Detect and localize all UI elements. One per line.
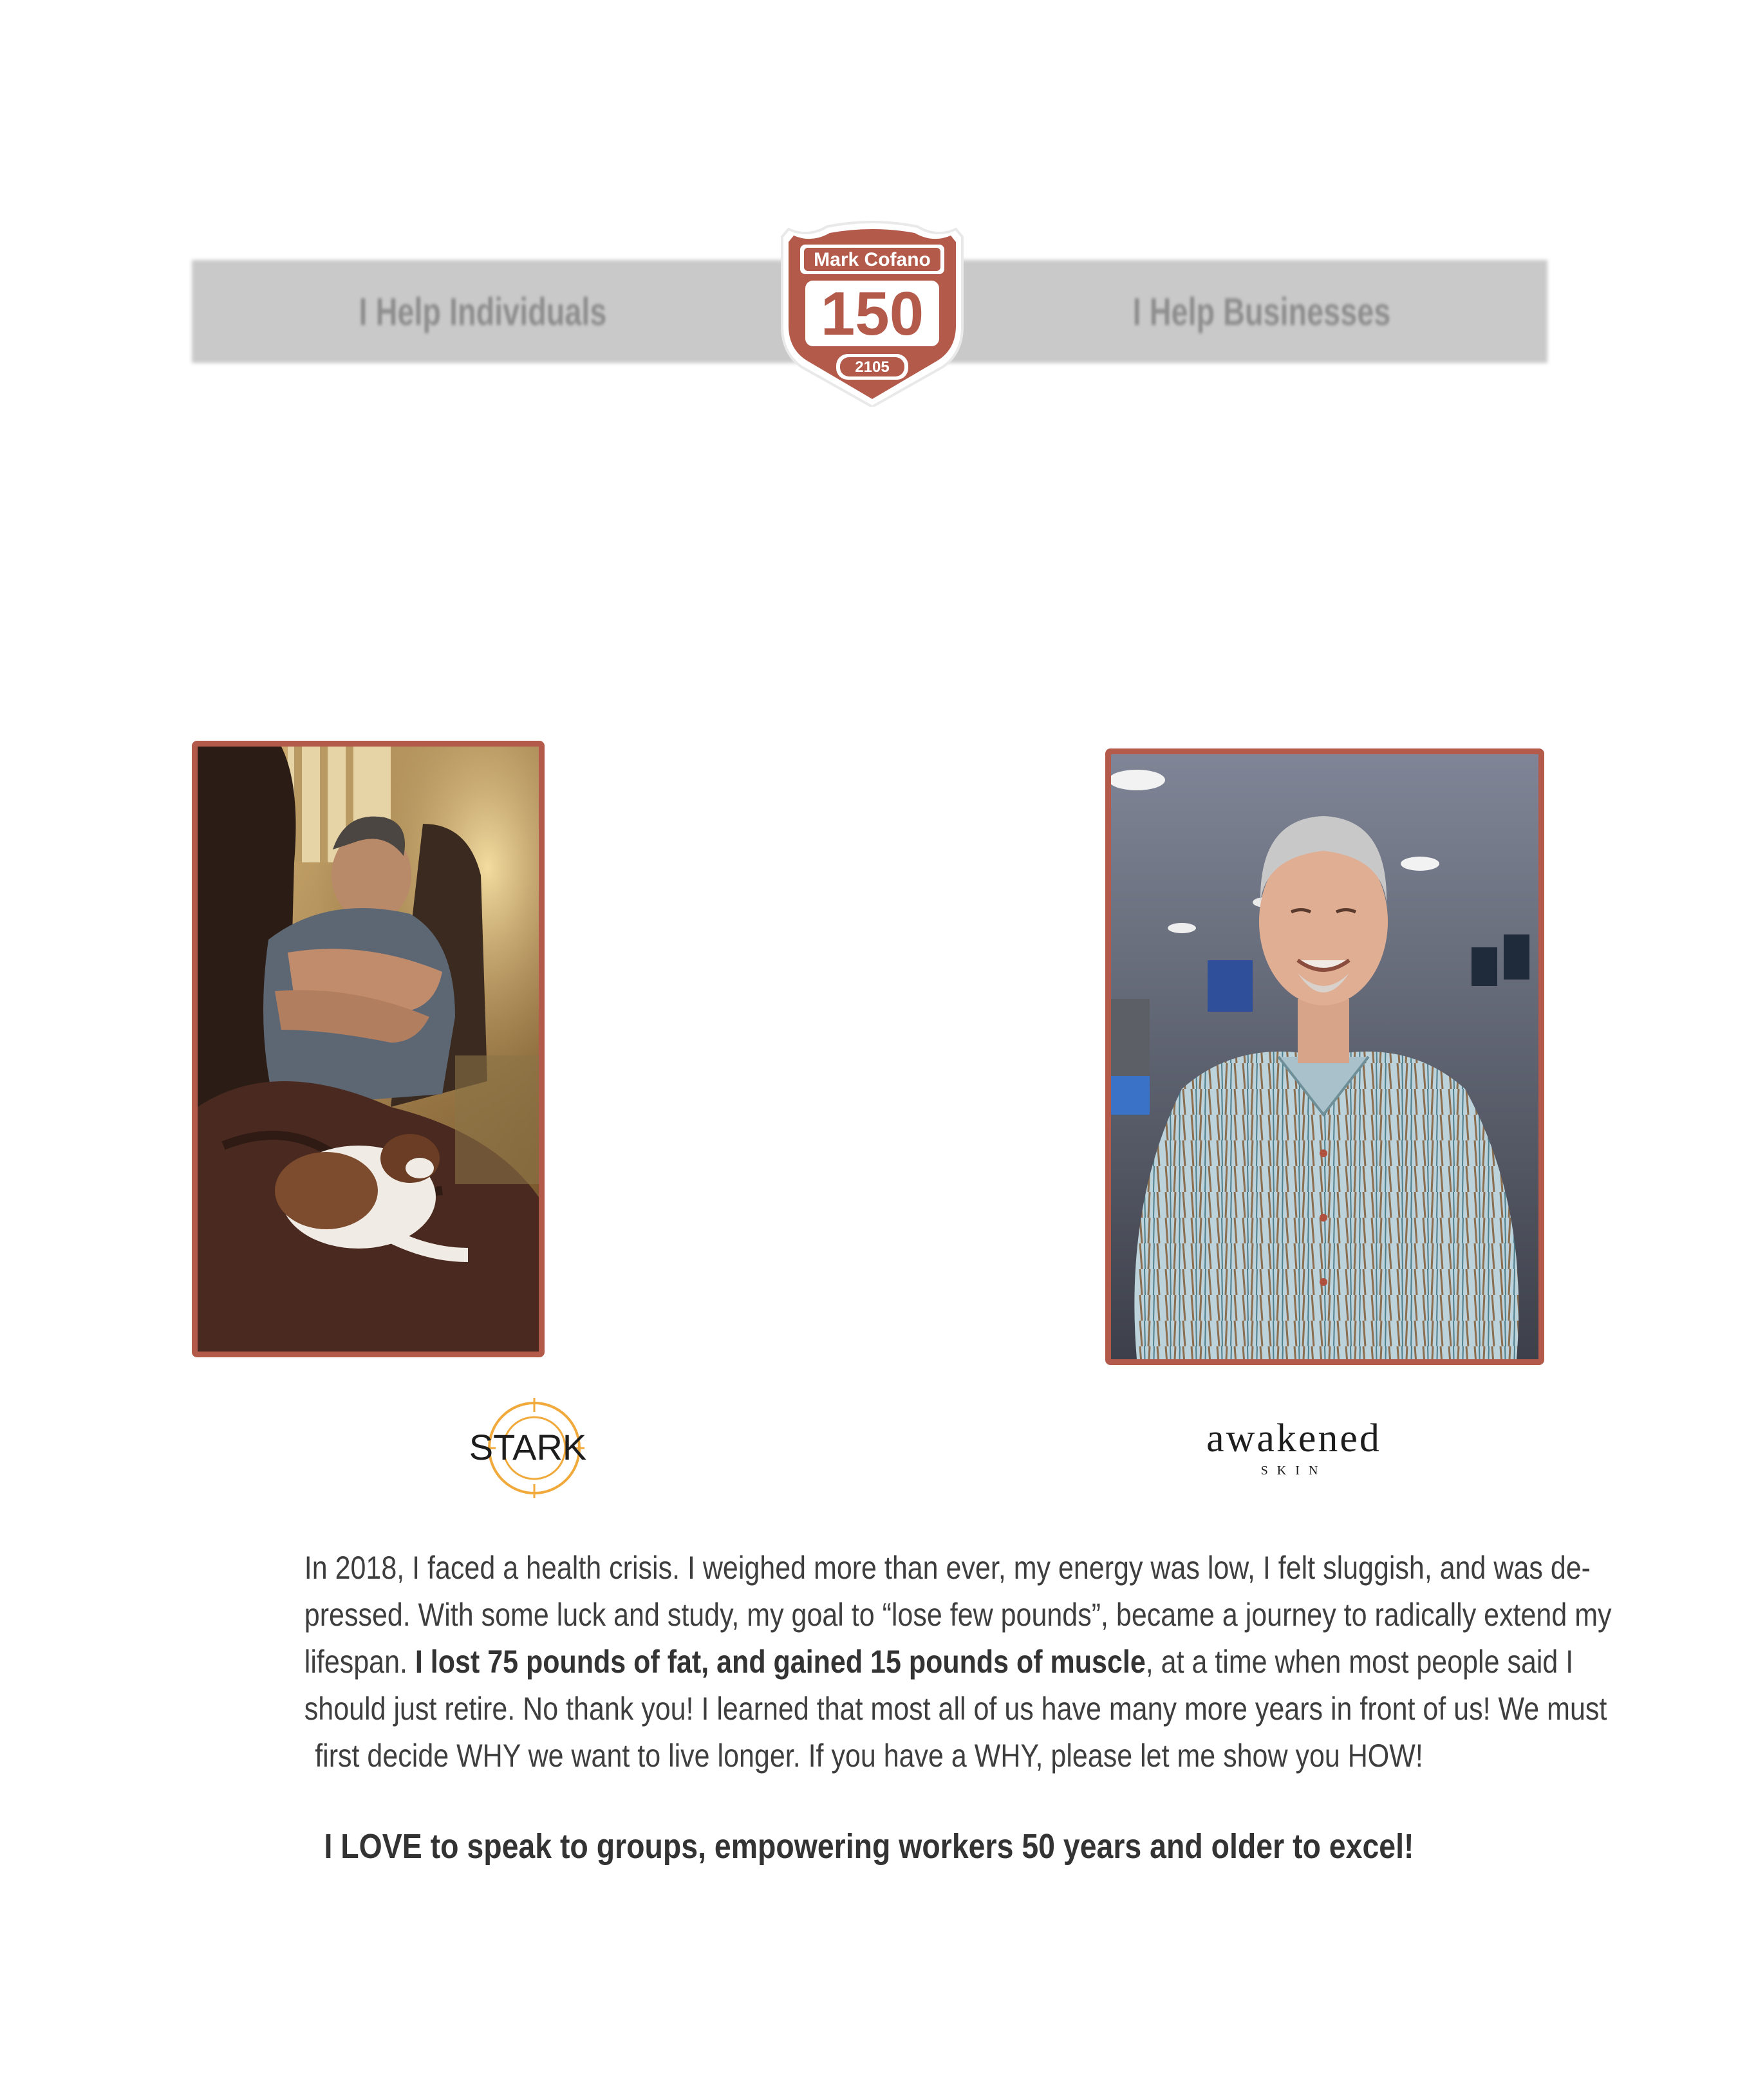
awakened-skin-logo [1197,1416,1390,1487]
mark-cofano-badge-logo[interactable] [769,218,975,407]
badge-number: 150 [820,279,924,348]
story-line-3-end: , at a time when most people said I [1145,1644,1574,1680]
story-paragraph [212,1545,1612,1779]
story-line-3 [304,1639,1574,1686]
story-line-4: should just retire. No thank you! I learned that most all of us have many more years in front of us! We must [304,1691,1607,1727]
nav-link-individuals[interactable]: I Help Individuals [359,290,607,333]
badge-code: 2105 [855,358,890,376]
story-line-1: In 2018, I faced a health crisis. I weighed more than ever, my energy was low, I felt sluggish, and was de- [304,1550,1591,1586]
before-photo [192,741,545,1357]
tagline: I LOVE to speak to groups, empowering workers 50 years and older to excel! [324,1827,1414,1866]
story-line-3-start: lifespan. [304,1644,415,1680]
stark-logo [457,1390,599,1506]
nav-link-businesses[interactable]: I Help Businesses [1132,290,1391,333]
story-highlight: I lost 75 pounds of fat, and gained 15 pounds of muscle [415,1644,1146,1680]
awakened-logo-word: awakened [1206,1417,1381,1460]
story-line-5: first decide WHY we want to live longer. If you have a WHY, please let me show you HOW! [315,1738,1423,1774]
awakened-logo-sub: SKIN [1260,1463,1327,1478]
badge-name: Mark Cofano [814,249,931,270]
after-photo [1105,748,1544,1365]
story-line-2: pressed. With some luck and study, my goal to “lose few pounds”, became a journey to radically extend my [304,1597,1612,1633]
stark-logo-text: STARK [469,1427,587,1467]
